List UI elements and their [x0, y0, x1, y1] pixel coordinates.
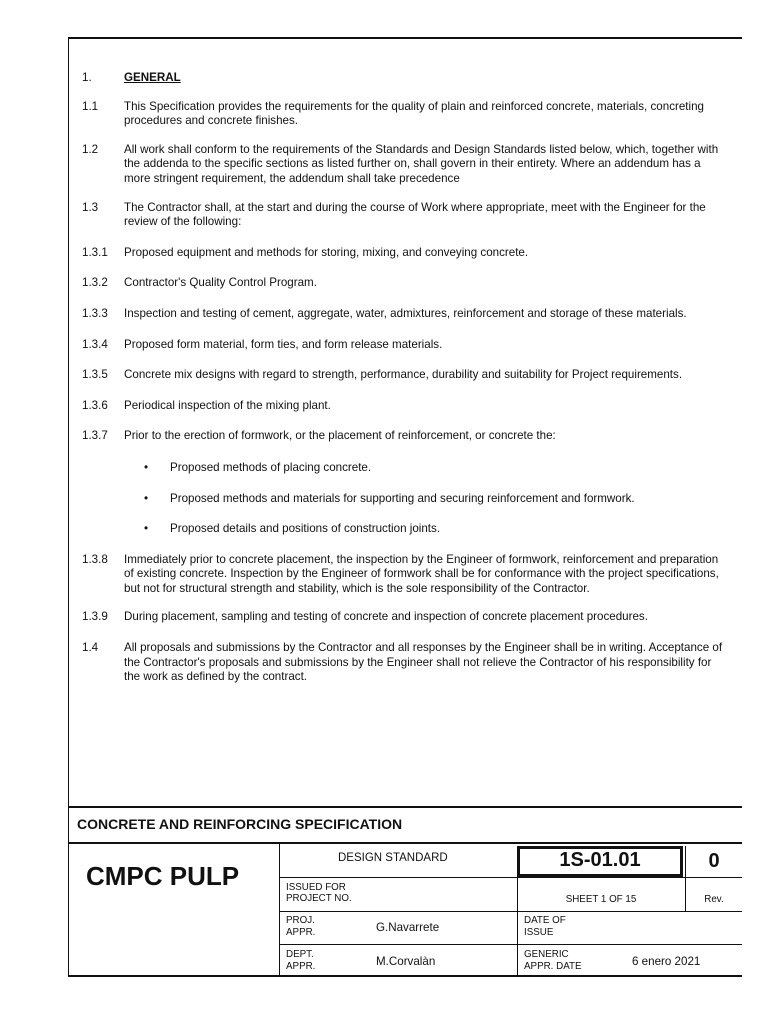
issue-label: ISSUE [524, 927, 554, 938]
section-number: 1.4 [82, 641, 99, 655]
section-text: This Specification provides the requirements for the quality of plain and reinforced concrete, materials, concreting procedures and concrete finishes. [124, 99, 704, 128]
section-number: 1.1 [82, 99, 99, 113]
section-text: All work shall conform to the requirements of the Standards and Design Standards listed below, which, together with the addenda to the specific sections as listed further on, shall govern in their entirety. Where an addendum has a more stringent requirement, the addendum shall take precedence [124, 142, 719, 185]
section-heading: GENERAL [124, 71, 181, 84]
sheet-label: SHEET 1 OF 15 [565, 894, 637, 905]
section-text: Inspection and testing of cement, aggregate, water, admixtures, reinforcement and storage of these materials. [124, 306, 687, 320]
section-1 [82, 71, 726, 86]
company-name: CMPC PULP [86, 861, 240, 891]
project-approver: G.Navarrete [376, 921, 440, 934]
bullet-text: Proposed methods of placing concrete. [170, 460, 372, 474]
section-1-3-9 [82, 610, 726, 625]
section-text: The Contractor shall, at the start and during the course of Work where appropriate, meet with the Engineer for the review of the following: [124, 200, 706, 229]
section-number: 1. [82, 71, 92, 84]
section-number: 1.3.9 [82, 610, 108, 624]
date-of-label: DATE OF [524, 915, 566, 926]
bullet-text: Proposed methods and materials for supporting and securing reinforcement and formwork. [170, 491, 635, 505]
section-text: Prior to the erection of formwork, or the placement of reinforcement, or concrete the: [124, 429, 556, 443]
section-text: Concrete mix designs with regard to strength, performance, durability and suitability for Project requirements. [124, 368, 683, 382]
generic-approval-date: 6 enero 2021 [632, 955, 701, 968]
section-1-3 [82, 201, 726, 230]
section-1-3-6 [82, 399, 726, 414]
section-text: Periodical inspection of the mixing plant. [124, 398, 331, 412]
section-1-3-5 [82, 368, 726, 383]
project-no-label: PROJECT NO. [286, 893, 352, 904]
appr-date-label: APPR. DATE [524, 961, 582, 972]
section-1-3-2 [82, 276, 726, 291]
bullet-item [82, 492, 726, 507]
bullet-item [82, 461, 726, 476]
department-approver: M.Corvalàn [376, 955, 436, 968]
rev-label: Rev. [704, 894, 724, 905]
section-1-3-3 [82, 307, 726, 322]
section-text: During placement, sampling and testing of concrete and inspection of concrete placement procedures. [124, 610, 648, 624]
revision-number: 0 [708, 850, 720, 872]
issued-for-label: ISSUED FOR [286, 882, 346, 893]
section-1-1 [82, 100, 726, 129]
section-1-2 [82, 143, 726, 187]
bullet-dot: • [144, 522, 149, 536]
bullet-dot: • [144, 491, 149, 505]
section-text: All proposals and submissions by the Contractor and all responses by the Engineer shall be in writing. Acceptance of the Contractor's proposals and submissions by the Engineer shall not relieve the Contractor of his responsibility for the work as defined by the contract. [124, 641, 723, 684]
section-1-3-8 [82, 553, 726, 597]
section-text: Contractor's Quality Control Program. [124, 276, 317, 290]
generic-label: GENERIC [524, 949, 569, 960]
bullet-item [82, 522, 726, 537]
section-number: 1.3.8 [82, 552, 108, 566]
specification-body [82, 71, 726, 685]
document-number: 1S-01.01 [559, 849, 641, 871]
section-1-3-4 [82, 338, 726, 353]
proj-appr-label: APPR. [286, 927, 316, 938]
section-number: 1.3.5 [82, 368, 108, 382]
section-number: 1.3.4 [82, 337, 108, 351]
section-number: 1.3 [82, 200, 99, 214]
section-number: 1.2 [82, 142, 99, 156]
design-standard-label: DESIGN STANDARD [338, 852, 448, 864]
dept-label: DEPT. [286, 949, 314, 960]
section-number: 1.3.7 [82, 429, 108, 443]
section-text: Proposed equipment and methods for storing, mixing, and conveying concrete. [124, 245, 529, 259]
document-title: CONCRETE AND REINFORCING SPECIFICATION [77, 816, 403, 832]
bullet-text: Proposed details and positions of construction joints. [170, 522, 441, 536]
section-number: 1.3.6 [82, 398, 108, 412]
section-number: 1.3.3 [82, 306, 108, 320]
section-text: Proposed form material, form ties, and form release materials. [124, 337, 443, 351]
section-1-3-7 [82, 429, 726, 444]
section-text: Immediately prior to concrete placement, the inspection by the Engineer of formwork, reinforcement and preparation of existing concrete. Inspection by the Engineer of formwork shall be for conformance with the project specifications, but not for structural strength and stability, which is the sole responsibility of the Contractor. [124, 552, 719, 595]
section-1-4 [82, 641, 726, 685]
section-number: 1.3.2 [82, 276, 108, 290]
dept-appr-label: APPR. [286, 961, 316, 972]
bullet-dot: • [144, 460, 149, 474]
section-number: 1.3.1 [82, 245, 108, 259]
proj-label: PROJ. [286, 915, 315, 926]
section-1-3-1 [82, 246, 726, 261]
